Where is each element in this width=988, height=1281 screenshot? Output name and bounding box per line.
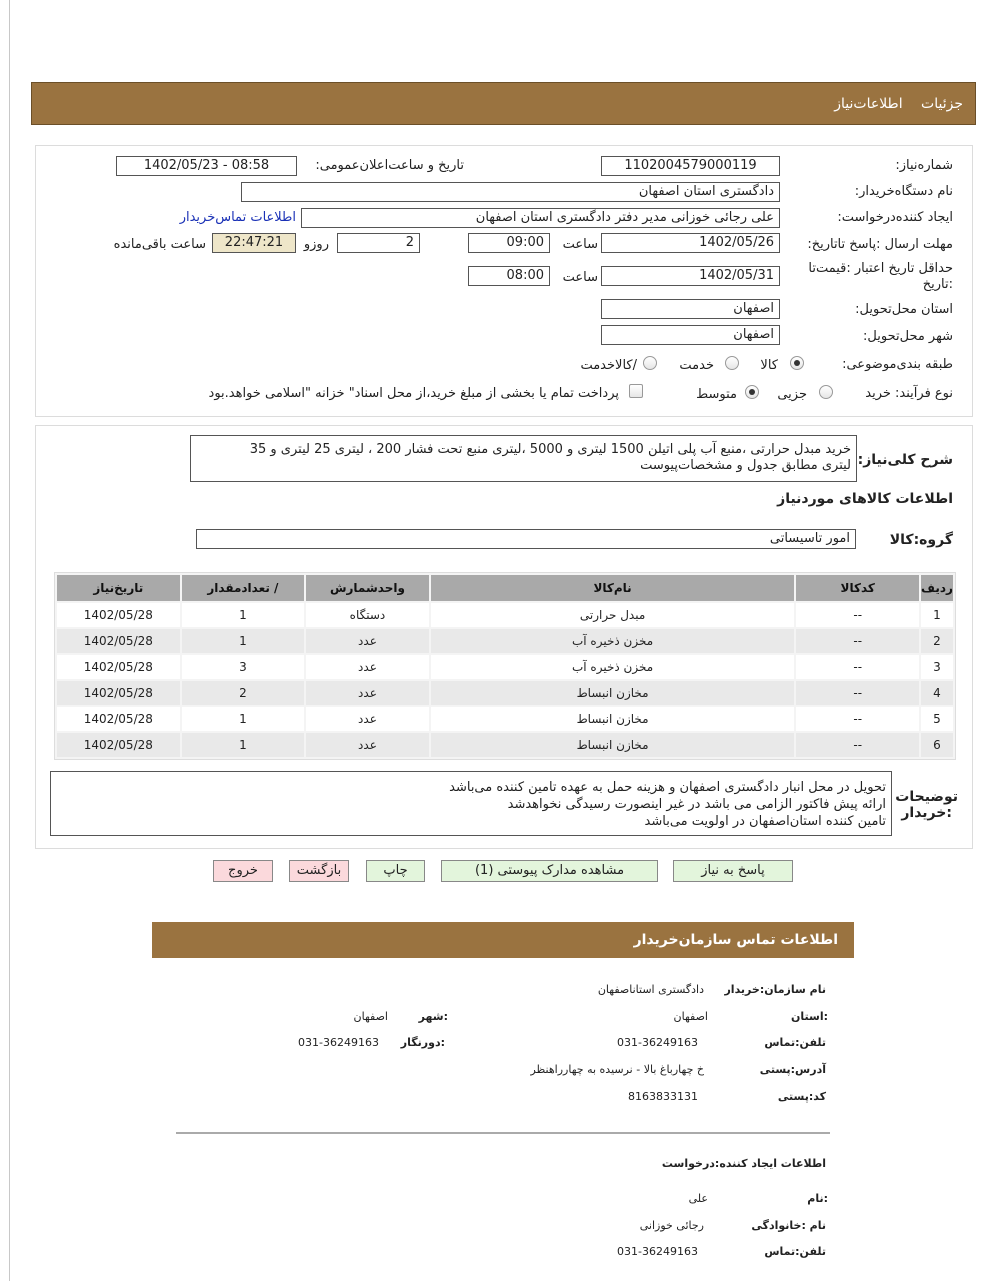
- buyer-notes-label-line1: توضیحات: [895, 789, 958, 805]
- category-goods-label: کالا: [760, 358, 778, 373]
- deadline-date-field: 1402/05/26: [601, 233, 780, 253]
- category-goods-service-label: /کالاخدمت: [580, 358, 637, 373]
- cell-code: --: [796, 733, 919, 757]
- cell-row: 3: [921, 655, 953, 679]
- exit-button[interactable]: خروج: [213, 860, 273, 882]
- description-line1: خرید مبدل حرارتی ،منبع آب پلی اتیلن 1500 لیتری و 5000 ،لیتری منبع تحت فشار 200 ، لیتری 25 لیتری و 35: [249, 442, 851, 457]
- cell-qty: 1: [182, 707, 305, 731]
- contact-address-label: آدرس:پستی: [759, 1063, 826, 1076]
- cell-date: 1402/05/28: [57, 707, 180, 731]
- category-service-radio[interactable]: [725, 356, 739, 370]
- need-number-field: 1102004579000119: [601, 156, 780, 176]
- creator-family-value: رجائی خوزانی: [639, 1219, 704, 1232]
- need-number-label: شماره‌نیاز:: [895, 158, 953, 173]
- cell-date: 1402/05/28: [57, 733, 180, 757]
- cell-row: 2: [921, 629, 953, 653]
- cell-row: 6: [921, 733, 953, 757]
- cell-code: --: [796, 603, 919, 627]
- delivery-province-label: استان محل‌تحویل:: [855, 302, 953, 317]
- cell-name: مخزن ذخیره آب: [431, 629, 795, 653]
- contact-address-value: خ چهارباغ بالا - نرسیده به چهارراهنظر: [530, 1063, 704, 1076]
- cell-unit: دستگاه: [306, 603, 429, 627]
- print-button[interactable]: چاپ: [366, 860, 425, 882]
- goods-group-field: امور تاسیساتی: [196, 529, 856, 549]
- tab-need-info[interactable]: اطلاعات‌نیاز: [834, 96, 903, 112]
- remaining-label: ساعت باقی‌مانده: [113, 237, 206, 252]
- creator-field: علی رجائی خوزانی مدیر دفتر دادگستری استان اصفهان: [301, 208, 780, 228]
- deadline-label: مهلت ارسال :پاسخ تا‌تاریخ:: [807, 237, 953, 252]
- deadline-time-field: 09:00: [468, 233, 550, 253]
- table-row: [57, 733, 953, 757]
- process-label: نوع فرآیند: خرید: [865, 386, 953, 401]
- cell-row: 1: [921, 603, 953, 627]
- buyer-notes-label-line2: :خریدار: [901, 805, 952, 821]
- col-unit: واحدشمارش: [306, 575, 429, 601]
- table-row: [57, 681, 953, 705]
- buyer-org-field: دادگستری استان اصفهان: [241, 182, 780, 202]
- description-label: شرح کلی‌نیاز:: [857, 452, 953, 468]
- buyer-notes-field: [50, 771, 892, 836]
- description-line2: لیتری مطابق جدول و مشخصات‌پیوست: [640, 458, 851, 473]
- tab-details[interactable]: جزئیات: [921, 96, 963, 112]
- table-row: [57, 629, 953, 653]
- category-service-label: خدمت: [679, 358, 714, 373]
- days-word: روزو: [303, 237, 329, 252]
- goods-table: [54, 572, 956, 760]
- process-medium-radio[interactable]: [745, 385, 759, 399]
- buyer-notes-label: [895, 789, 958, 821]
- col-date: تاریخ‌نیاز: [57, 575, 180, 601]
- table-row: [57, 707, 953, 731]
- description-field: [190, 435, 857, 482]
- cell-code: --: [796, 681, 919, 705]
- cell-unit: عدد: [306, 681, 429, 705]
- back-button[interactable]: بازگشت: [289, 860, 349, 882]
- contact-province-value: اصفهان: [673, 1010, 708, 1023]
- cell-code: --: [796, 655, 919, 679]
- col-row: ردیف: [921, 575, 953, 601]
- buyer-notes-line1: تحویل در محل انبار دادگستری اصفهان و هزینه حمل به عهده تامین کننده می‌باشد: [449, 780, 886, 795]
- days-left-field: 2: [337, 233, 420, 253]
- contact-fax-value: 031-36249163: [298, 1036, 379, 1049]
- cell-name: مخازن انبساط: [431, 733, 795, 757]
- creator-label: ایجاد کننده‌درخواست:: [837, 210, 953, 225]
- cell-unit: عدد: [306, 733, 429, 757]
- cell-row: 4: [921, 681, 953, 705]
- category-goods-service-radio[interactable]: [643, 356, 657, 370]
- contact-org-value: دادگستری استاناصفهان: [597, 983, 704, 996]
- cell-date: 1402/05/28: [57, 681, 180, 705]
- cell-unit: عدد: [306, 655, 429, 679]
- cell-name: مخزن ذخیره آب: [431, 655, 795, 679]
- contact-postal-label: کد:پستی: [777, 1090, 826, 1103]
- attachments-button[interactable]: مشاهده مدارک پیوستی (1): [441, 860, 658, 882]
- category-goods-radio[interactable]: [790, 356, 804, 370]
- col-qty: / تعدادمقدار: [182, 575, 305, 601]
- creator-phone-value: 031-36249163: [617, 1245, 698, 1258]
- contact-postal-value: 8163833131: [628, 1090, 698, 1103]
- process-medium-label: متوسط: [696, 387, 737, 402]
- time-left-field: 22:47:21: [212, 233, 296, 253]
- creator-phone-label: تلفن:تماس: [764, 1245, 826, 1258]
- process-minor-radio[interactable]: [819, 385, 833, 399]
- goods-table-header: [57, 575, 953, 601]
- announce-datetime-field: 1402/05/23 - 08:58: [116, 156, 297, 176]
- buyer-notes-line3: تامین کننده استان‌اصفهان در اولویت می‌باشد: [644, 814, 886, 829]
- contact-province-label: :استان: [791, 1010, 828, 1023]
- deadline-time-word: ساعت: [562, 237, 598, 252]
- section-divider: [176, 1132, 830, 1134]
- col-name: نام‌کالا: [431, 575, 795, 601]
- cell-name: مبدل حرارتی: [431, 603, 795, 627]
- buyer-contact-header: اطلاعات تماس سازمان‌خریدار: [152, 922, 854, 958]
- goods-group-label: گروه:کالا: [889, 532, 953, 548]
- cell-qty: 2: [182, 681, 305, 705]
- cell-qty: 1: [182, 629, 305, 653]
- contact-phone-label: تلفن:تماس: [764, 1036, 826, 1049]
- cell-unit: عدد: [306, 707, 429, 731]
- validity-time-word: ساعت: [562, 270, 598, 285]
- treasury-payment-note: پرداخت تمام یا بخشی از مبلغ خرید،از محل اسناد" خزانه "اسلامی خواهد.بود: [208, 386, 619, 401]
- table-row: [57, 655, 953, 679]
- goods-info-title: اطلاعات کالاهای مورد‌نیاز: [777, 491, 953, 507]
- cell-code: --: [796, 707, 919, 731]
- cell-row: 5: [921, 707, 953, 731]
- creator-name-label: :نام: [807, 1192, 828, 1205]
- creator-family-label: نام :خانوادگی: [751, 1219, 826, 1232]
- cell-name: مخازن انبساط: [431, 707, 795, 731]
- creator-info-title: اطلاعات ایجاد کننده:درخواست: [661, 1157, 826, 1170]
- validity-time-field: 08:00: [468, 266, 550, 286]
- validity-date-field: 1402/05/31: [601, 266, 780, 286]
- validity-label-line2: :تاریخ: [922, 277, 953, 292]
- contact-phone-value: 031-36249163: [617, 1036, 698, 1049]
- category-label: طبقه بندی‌موضوعی:: [842, 357, 953, 372]
- contact-org-label: نام سازمان:خریدار: [724, 983, 826, 996]
- buyer-contact-link[interactable]: اطلاعات تماس‌خریدار: [179, 210, 296, 225]
- cell-date: 1402/05/28: [57, 603, 180, 627]
- validity-label-line1: حداقل تاریخ اعتبار :قیمت‌تا: [808, 261, 953, 276]
- table-row: [57, 603, 953, 627]
- cell-unit: عدد: [306, 629, 429, 653]
- contact-fax-label: :دورنگار: [400, 1036, 445, 1049]
- announce-datetime-label: تاریخ و ساعت‌اعلان‌عمومی:: [315, 158, 464, 173]
- cell-qty: 3: [182, 655, 305, 679]
- contact-city-label: :شهر: [418, 1010, 448, 1023]
- col-code: کدکالا: [796, 575, 919, 601]
- delivery-province-field: اصفهان: [601, 299, 780, 319]
- buyer-org-label: نام دستگاه‌خریدار:: [854, 184, 953, 199]
- buyer-notes-line2: ارائه پیش فاکتور الزامی می باشد در غیر اینصورت رسیدگی نخواهد‌شد: [507, 797, 886, 812]
- cell-code: --: [796, 629, 919, 653]
- header-bar: [31, 82, 976, 125]
- page-left-border: [9, 0, 10, 1281]
- treasury-payment-checkbox[interactable]: [629, 384, 643, 398]
- creator-name-value: علی: [688, 1192, 708, 1205]
- cell-date: 1402/05/28: [57, 655, 180, 679]
- cell-date: 1402/05/28: [57, 629, 180, 653]
- cell-name: مخازن انبساط: [431, 681, 795, 705]
- cell-qty: 1: [182, 603, 305, 627]
- delivery-city-label: شهر محل‌تحویل:: [863, 329, 953, 344]
- process-minor-label: جزیی: [777, 387, 807, 402]
- delivery-city-field: اصفهان: [601, 325, 780, 345]
- cell-qty: 1: [182, 733, 305, 757]
- reply-button[interactable]: پاسخ به نیاز: [673, 860, 793, 882]
- contact-city-value: اصفهان: [353, 1010, 388, 1023]
